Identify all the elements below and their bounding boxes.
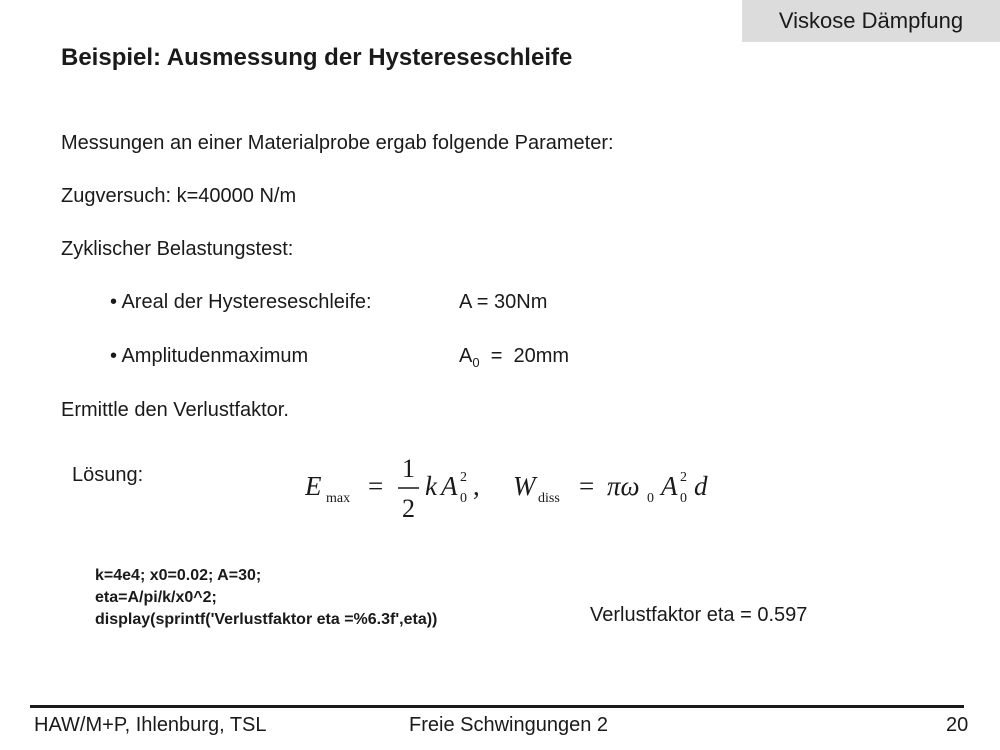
tensile-test-text: Zugversuch: k=40000 N/m xyxy=(61,185,297,207)
code-line: display(sprintf('Verlustfaktor eta =%6.3f',eta)) xyxy=(95,611,438,628)
equals-sign-2: = xyxy=(579,471,595,501)
e-symbol: E xyxy=(305,471,322,501)
bullet-amplitude-value xyxy=(459,345,569,370)
intro-text: Messungen an einer Materialprobe ergab folgende Parameter: xyxy=(61,132,614,154)
bullet-hysteresis-area-value: A = 30Nm xyxy=(459,291,548,313)
code-line: k=4e4; x0=0.02; A=30; xyxy=(95,567,262,584)
footer-author: HAW/M+P, Ihlenburg, TSL xyxy=(34,714,267,736)
a-exponent-2: 2 xyxy=(680,470,687,485)
section-tag: Viskose Dämpfung xyxy=(742,0,1000,42)
amplitude-subscript: 0 xyxy=(472,355,480,370)
k-symbol: k xyxy=(425,471,437,501)
w-subscript: diss xyxy=(538,491,560,506)
formula xyxy=(305,452,725,532)
task-text: Ermittle den Verlustfaktor. xyxy=(61,399,289,421)
omega-subscript: 0 xyxy=(647,491,654,506)
code-line: eta=A/pi/k/x0^2; xyxy=(95,589,217,606)
footer-divider xyxy=(30,705,964,708)
d-symbol: d xyxy=(694,471,708,501)
fraction-numerator: 1 xyxy=(402,454,415,483)
pi-omega-symbol: πω xyxy=(607,471,640,501)
a-subscript: 0 xyxy=(460,491,467,506)
bullet-hysteresis-area-label: • Areal der Hystereseschleife: xyxy=(110,291,372,313)
a-symbol: A xyxy=(441,471,458,501)
bullet-amplitude-label: • Amplitudenmaximum xyxy=(110,345,309,367)
page-number: 20 xyxy=(946,714,969,736)
a-subscript-2: 0 xyxy=(680,491,687,506)
amplitude-symbol: A xyxy=(459,345,473,367)
code-block xyxy=(95,565,437,631)
amplitude-value-text: = 20mm xyxy=(479,345,570,367)
a-symbol-2: A xyxy=(661,471,678,501)
footer-course-title: Freie Schwingungen 2 xyxy=(409,714,609,736)
equals-sign-1: = xyxy=(368,471,384,501)
w-symbol: W xyxy=(513,471,536,501)
a-exponent: 2 xyxy=(460,470,467,485)
solution-label: Lösung: xyxy=(72,464,144,486)
result-text: Verlustfaktor eta = 0.597 xyxy=(590,604,808,626)
slide-title: Beispiel: Ausmessung der Hystereseschleife xyxy=(61,44,573,71)
formula-comma: , xyxy=(473,471,480,501)
fraction-denominator: 2 xyxy=(402,494,415,523)
cyclic-test-heading: Zyklischer Belastungstest: xyxy=(61,238,294,260)
e-subscript: max xyxy=(326,491,351,506)
